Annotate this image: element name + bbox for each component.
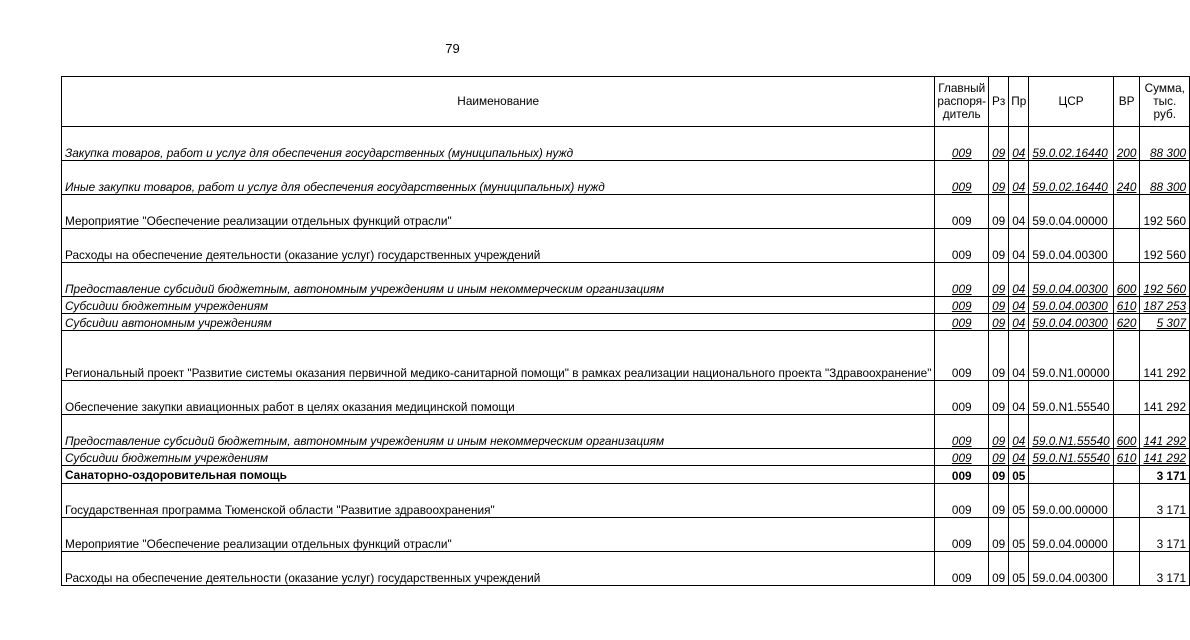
row-chief-manager: 009 [935, 381, 989, 415]
row-expense-type [1113, 381, 1140, 415]
row-chief-manager: 009 [935, 297, 989, 314]
row-subsection: 04 [1009, 229, 1029, 263]
table-row [62, 381, 1190, 415]
table-row [62, 466, 1190, 484]
row-expense-type [1113, 229, 1140, 263]
row-sum: 3 171 [1140, 466, 1190, 484]
row-expense-type [1113, 484, 1140, 518]
row-section: 09 [989, 381, 1009, 415]
row-name: Иные закупки товаров, работ и услуг для обеспечения государственных (муниципальных) нужд [62, 161, 935, 195]
row-chief-manager: 009 [935, 331, 989, 381]
table-row [62, 195, 1190, 229]
row-sum: 141 292 [1140, 415, 1190, 449]
row-subsection: 04 [1009, 449, 1029, 466]
row-target-article: 59.0.N1.55540 [1029, 449, 1113, 466]
row-sum: 88 300 [1140, 127, 1190, 161]
row-target-article [1029, 466, 1113, 484]
budget-table [61, 76, 1190, 586]
header-name: Наименование [62, 77, 935, 127]
row-expense-type [1113, 466, 1140, 484]
row-chief-manager: 009 [935, 449, 989, 466]
row-section: 09 [989, 415, 1009, 449]
row-section: 09 [989, 484, 1009, 518]
row-sum: 88 300 [1140, 161, 1190, 195]
row-expense-type: 600 [1113, 263, 1140, 297]
row-target-article: 59.0.04.00300 [1029, 229, 1113, 263]
row-target-article: 59.0.02.16440 [1029, 161, 1113, 195]
row-subsection: 04 [1009, 195, 1029, 229]
table-row [62, 297, 1190, 314]
row-target-article: 59.0.N1.55540 [1029, 381, 1113, 415]
row-name: Мероприятие "Обеспечение реализации отдельных функций отрасли" [62, 195, 935, 229]
row-section: 09 [989, 466, 1009, 484]
row-section: 09 [989, 552, 1009, 586]
row-subsection: 04 [1009, 381, 1029, 415]
row-subsection: 04 [1009, 263, 1029, 297]
row-sum: 192 560 [1140, 195, 1190, 229]
header-subsection: Пр [1009, 77, 1029, 127]
row-name: Субсидии автономным учреждениям [62, 314, 935, 331]
row-section: 09 [989, 195, 1009, 229]
row-sum: 192 560 [1140, 263, 1190, 297]
table-row [62, 331, 1190, 381]
row-subsection: 04 [1009, 127, 1029, 161]
row-name: Санаторно-оздоровительная помощь [62, 466, 935, 484]
row-expense-type: 240 [1113, 161, 1140, 195]
row-target-article: 59.0.04.00000 [1029, 195, 1113, 229]
row-chief-manager: 009 [935, 484, 989, 518]
row-target-article: 59.0.N1.55540 [1029, 415, 1113, 449]
row-name: Предоставление субсидий бюджетным, автономным учреждениям и иным некоммерческим организациям [62, 263, 935, 297]
header-chief-manager: Главный распоря-дитель [935, 77, 989, 127]
row-section: 09 [989, 127, 1009, 161]
row-target-article: 59.0.04.00300 [1029, 314, 1113, 331]
table-row [62, 518, 1190, 552]
row-target-article: 59.0.00.00000 [1029, 484, 1113, 518]
row-sum: 192 560 [1140, 229, 1190, 263]
row-chief-manager: 009 [935, 518, 989, 552]
row-name: Предоставление субсидий бюджетным, автономным учреждениям и иным некоммерческим организациям [62, 415, 935, 449]
table-row [62, 314, 1190, 331]
row-subsection: 04 [1009, 331, 1029, 381]
row-name: Государственная программа Тюменской области "Развитие здравоохранения" [62, 484, 935, 518]
row-subsection: 05 [1009, 518, 1029, 552]
row-target-article: 59.0.02.16440 [1029, 127, 1113, 161]
row-expense-type [1113, 331, 1140, 381]
row-target-article: 59.0.04.00300 [1029, 263, 1113, 297]
row-chief-manager: 009 [935, 552, 989, 586]
row-target-article: 59.0.04.00300 [1029, 552, 1113, 586]
row-subsection: 04 [1009, 415, 1029, 449]
row-section: 09 [989, 297, 1009, 314]
table-row [62, 229, 1190, 263]
row-chief-manager: 009 [935, 195, 989, 229]
row-target-article: 59.0.04.00000 [1029, 518, 1113, 552]
header-row [62, 77, 1190, 127]
row-chief-manager: 009 [935, 415, 989, 449]
table-row [62, 161, 1190, 195]
row-sum: 141 292 [1140, 331, 1190, 381]
row-sum: 3 171 [1140, 518, 1190, 552]
row-section: 09 [989, 263, 1009, 297]
row-sum: 3 171 [1140, 484, 1190, 518]
row-chief-manager: 009 [935, 466, 989, 484]
row-expense-type: 620 [1113, 314, 1140, 331]
table-row [62, 552, 1190, 586]
row-name: Субсидии бюджетным учреждениям [62, 449, 935, 466]
row-expense-type: 200 [1113, 127, 1140, 161]
row-sum: 187 253 [1140, 297, 1190, 314]
header-expense-type: ВР [1113, 77, 1140, 127]
row-sum: 141 292 [1140, 449, 1190, 466]
table-row [62, 484, 1190, 518]
row-chief-manager: 009 [935, 263, 989, 297]
row-expense-type: 610 [1113, 297, 1140, 314]
row-section: 09 [989, 518, 1009, 552]
header-target-article: ЦСР [1029, 77, 1113, 127]
row-expense-type [1113, 195, 1140, 229]
row-name: Расходы на обеспечение деятельности (оказание услуг) государственных учреждений [62, 552, 935, 586]
row-section: 09 [989, 161, 1009, 195]
row-section: 09 [989, 331, 1009, 381]
row-name: Обеспечение закупки авиационных работ в целях оказания медицинской помощи [62, 381, 935, 415]
row-subsection: 05 [1009, 466, 1029, 484]
row-section: 09 [989, 449, 1009, 466]
row-sum: 5 307 [1140, 314, 1190, 331]
row-sum: 141 292 [1140, 381, 1190, 415]
row-subsection: 04 [1009, 161, 1029, 195]
row-expense-type: 610 [1113, 449, 1140, 466]
row-expense-type [1113, 552, 1140, 586]
row-expense-type: 600 [1113, 415, 1140, 449]
row-target-article: 59.0.04.00300 [1029, 297, 1113, 314]
row-target-article: 59.0.N1.00000 [1029, 331, 1113, 381]
row-subsection: 05 [1009, 484, 1029, 518]
row-section: 09 [989, 229, 1009, 263]
row-section: 09 [989, 314, 1009, 331]
row-name: Закупка товаров, работ и услуг для обеспечения государственных (муниципальных) нужд [62, 127, 935, 161]
header-section: Рз [989, 77, 1009, 127]
table-row [62, 127, 1190, 161]
table-row [62, 449, 1190, 466]
table-row [62, 415, 1190, 449]
row-subsection: 05 [1009, 552, 1029, 586]
row-chief-manager: 009 [935, 229, 989, 263]
row-chief-manager: 009 [935, 127, 989, 161]
row-sum: 3 171 [1140, 552, 1190, 586]
table-row [62, 263, 1190, 297]
page-number: 79 [445, 41, 460, 56]
row-name: Субсидии бюджетным учреждениям [62, 297, 935, 314]
row-name: Расходы на обеспечение деятельности (оказание услуг) государственных учреждений [62, 229, 935, 263]
row-subsection: 04 [1009, 297, 1029, 314]
row-chief-manager: 009 [935, 314, 989, 331]
header-sum: Сумма, тыс. руб. [1140, 77, 1190, 127]
row-expense-type [1113, 518, 1140, 552]
row-name: Региональный проект "Развитие системы оказания первичной медико-санитарной помощи" в рамках реализации национального проекта "Здравоохранение" [62, 331, 935, 381]
row-subsection: 04 [1009, 314, 1029, 331]
row-name: Мероприятие "Обеспечение реализации отдельных функций отрасли" [62, 518, 935, 552]
row-chief-manager: 009 [935, 161, 989, 195]
